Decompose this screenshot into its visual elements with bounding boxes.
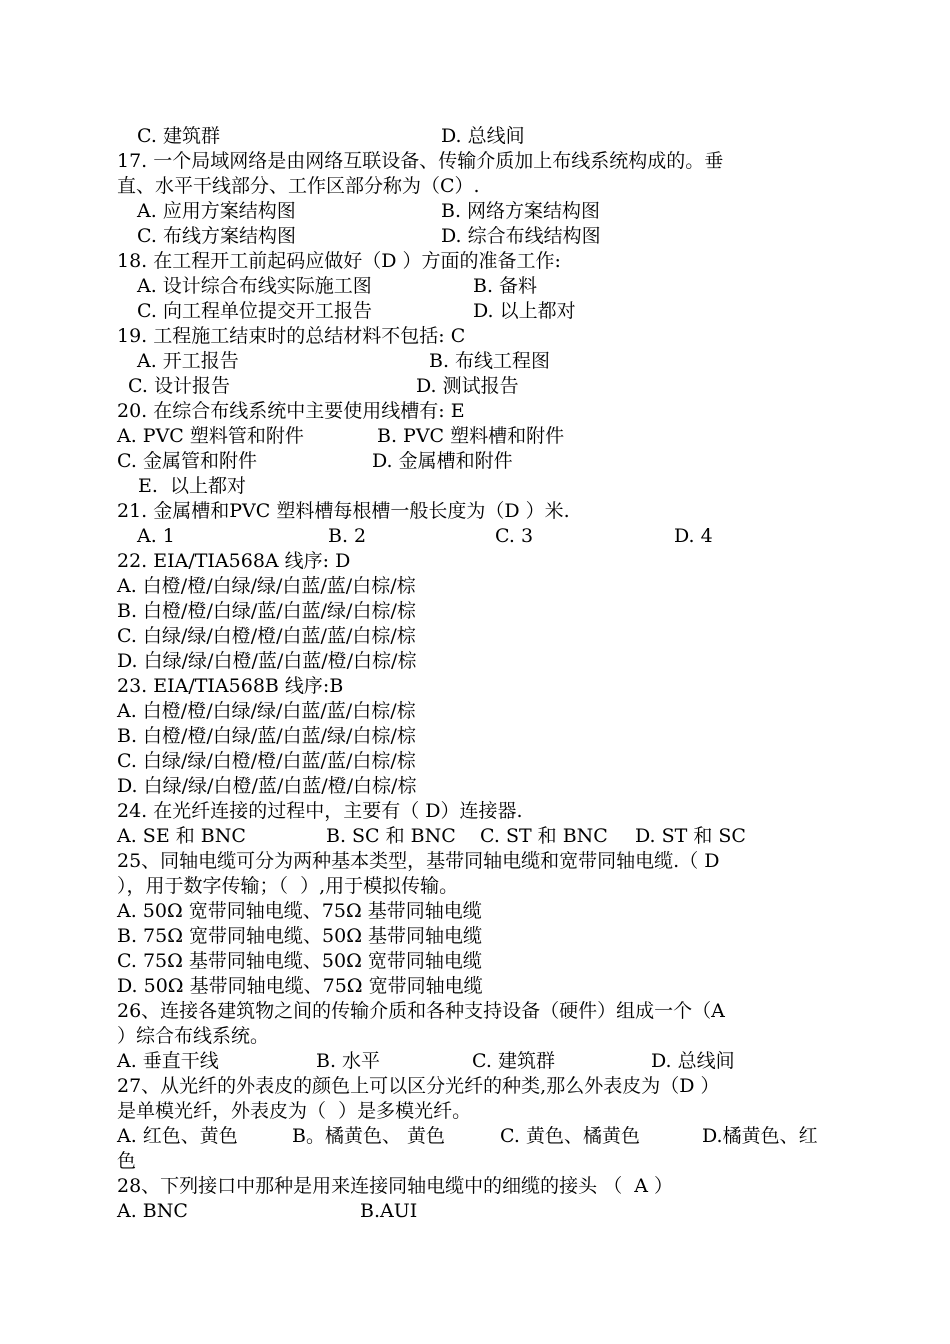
question-text: 17. 一个局域网络是由网络互联设备、传输介质加上布线系统构成的。垂 [117,150,724,172]
text-line [0,174,950,199]
option-text: A. 应用方案结构图 [137,200,296,222]
text-line [0,1099,950,1124]
question-text: 26、连接各建筑物之间的传输介质和各种支持设备（硬件）组成一个（A [117,1000,725,1022]
text-line [0,599,950,624]
option-text: C. 建筑群 [137,125,220,147]
question-text: ）综合布线系统。 [117,1025,270,1047]
option-text: B. 备料 [473,275,538,297]
text-line [0,274,950,299]
question-text: 是单模光纤，外表皮为（ ）是多模光纤。 [117,1100,472,1122]
text-line [0,649,950,674]
text-line [0,774,950,799]
text-line [0,1199,950,1224]
question-text: D. 50Ω 基带同轴电缆、75Ω 宽带同轴电缆 [117,975,483,997]
text-line [0,524,950,549]
text-line [0,149,950,174]
text-line [0,1049,950,1074]
text-line [0,974,950,999]
option-text: C. 向工程单位提交开工报告 [137,300,372,322]
text-line [0,849,950,874]
question-text: 直、水平干线部分、工作区部分称为（C）. [117,175,480,197]
option-text: B. 布线工程图 [429,350,551,372]
text-line [0,1024,950,1049]
option-text: D. 测试报告 [416,375,519,397]
text-line [0,949,950,974]
question-text: A. 白橙/橙/白绿/绿/白蓝/蓝/白棕/棕 [117,700,416,722]
option-text: C. 黄色、橘黄色 [500,1125,640,1147]
question-text: 23. EIA/TIA568B 线序:B [117,675,344,697]
question-text: 21. 金属槽和PVC 塑料槽每根槽一般长度为（D ）米. [117,500,570,522]
option-text: D. 4 [674,525,713,547]
text-line [0,699,950,724]
question-text: 27、从光纤的外表皮的颜色上可以区分光纤的种类,那么外表皮为（D ） [117,1075,720,1097]
text-line [0,1124,950,1149]
option-text: D. 总线间 [441,125,525,147]
option-text: D. 金属槽和附件 [372,450,513,472]
option-text: B。橘黄色、 黄色 [292,1125,446,1147]
option-text: B. 网络方案结构图 [441,200,601,222]
option-text: D. ST 和 SC [635,825,746,847]
question-text: B. 白橙/橙/白绿/蓝/白蓝/绿/白棕/棕 [117,725,416,747]
question-text: 色 [117,1150,137,1172]
text-line [0,349,950,374]
text-line [0,749,950,774]
text-line [0,824,950,849]
question-text: 18. 在工程开工前起码应做好（D ）方面的准备工作: [117,250,561,272]
option-text: A. PVC 塑料管和附件 [117,425,304,447]
text-line [0,124,950,149]
question-text: D. 白绿/绿/白橙/蓝/白蓝/橙/白棕/棕 [117,650,417,672]
text-line [0,449,950,474]
text-line [0,199,950,224]
option-text: A. SE 和 BNC [117,825,246,847]
text-line [0,299,950,324]
question-text: A. 50Ω 宽带同轴电缆、75Ω 基带同轴电缆 [117,900,482,922]
option-text: D. 以上都对 [473,300,576,322]
text-line [0,999,950,1024]
question-text: 19. 工程施工结束时的总结材料不包括: C [117,325,466,347]
question-text: B. 75Ω 宽带同轴电缆、50Ω 基带同轴电缆 [117,925,482,947]
question-text: E. 以上都对 [138,475,246,497]
option-text: D. 总线间 [651,1050,735,1072]
question-text: 22. EIA/TIA568A 线序: D [117,550,351,572]
question-text: 20. 在综合布线系统中主要使用线槽有: E [117,400,465,422]
option-text: B. 2 [328,525,367,547]
text-line [0,249,950,274]
text-line [0,674,950,699]
option-text: A. 1 [137,525,175,547]
option-text: B. SC 和 BNC [326,825,456,847]
question-text: B. 白橙/橙/白绿/蓝/白蓝/绿/白棕/棕 [117,600,416,622]
option-text: A. 设计综合布线实际施工图 [137,275,372,297]
option-text: C. 3 [495,525,534,547]
text-line [0,1174,950,1199]
option-text: D.橘黄色、红 [702,1125,818,1147]
option-text: C. 设计报告 [128,375,230,397]
text-line [0,724,950,749]
text-line [0,374,950,399]
question-text: ），用于数字传输；（ ）,用于模拟传输。 [117,875,459,897]
text-line [0,424,950,449]
option-text: A. 开工报告 [137,350,239,372]
question-text: 28、下列接口中那种是用来连接同轴电缆中的细缆的接头 （ A ） [117,1175,674,1197]
option-text: B. PVC 塑料槽和附件 [377,425,565,447]
text-line [0,799,950,824]
question-text: C. 白绿/绿/白橙/橙/白蓝/蓝/白棕/棕 [117,750,416,772]
text-line [0,399,950,424]
question-text: 24. 在光纤连接的过程中，主要有（ D）连接器. [117,800,523,822]
text-line [0,499,950,524]
option-text: C. 金属管和附件 [117,450,257,472]
option-text: A. 红色、黄色 [117,1125,238,1147]
option-text: A. 垂直干线 [117,1050,219,1072]
text-line [0,224,950,249]
text-line [0,624,950,649]
text-line [0,474,950,499]
text-line [0,874,950,899]
text-line [0,549,950,574]
option-text: B.AUI [360,1200,418,1222]
option-text: A. BNC [117,1200,188,1222]
question-text: A. 白橙/橙/白绿/绿/白蓝/蓝/白棕/棕 [117,575,416,597]
option-text: B. 水平 [316,1050,381,1072]
text-line [0,899,950,924]
text-line [0,1074,950,1099]
question-text: 25、同轴电缆可分为两种基本类型，基带同轴电缆和宽带同轴电缆.（ D [117,850,720,872]
question-text: C. 白绿/绿/白橙/橙/白蓝/蓝/白棕/棕 [117,625,416,647]
text-line [0,924,950,949]
question-text: D. 白绿/绿/白橙/蓝/白蓝/橙/白棕/棕 [117,775,417,797]
text-line [0,574,950,599]
question-text: C. 75Ω 基带同轴电缆、50Ω 宽带同轴电缆 [117,950,482,972]
text-line [0,324,950,349]
option-text: D. 综合布线结构图 [441,225,601,247]
option-text: C. 建筑群 [472,1050,555,1072]
option-text: C. ST 和 BNC [480,825,608,847]
option-text: C. 布线方案结构图 [137,225,296,247]
text-line [0,1149,950,1174]
